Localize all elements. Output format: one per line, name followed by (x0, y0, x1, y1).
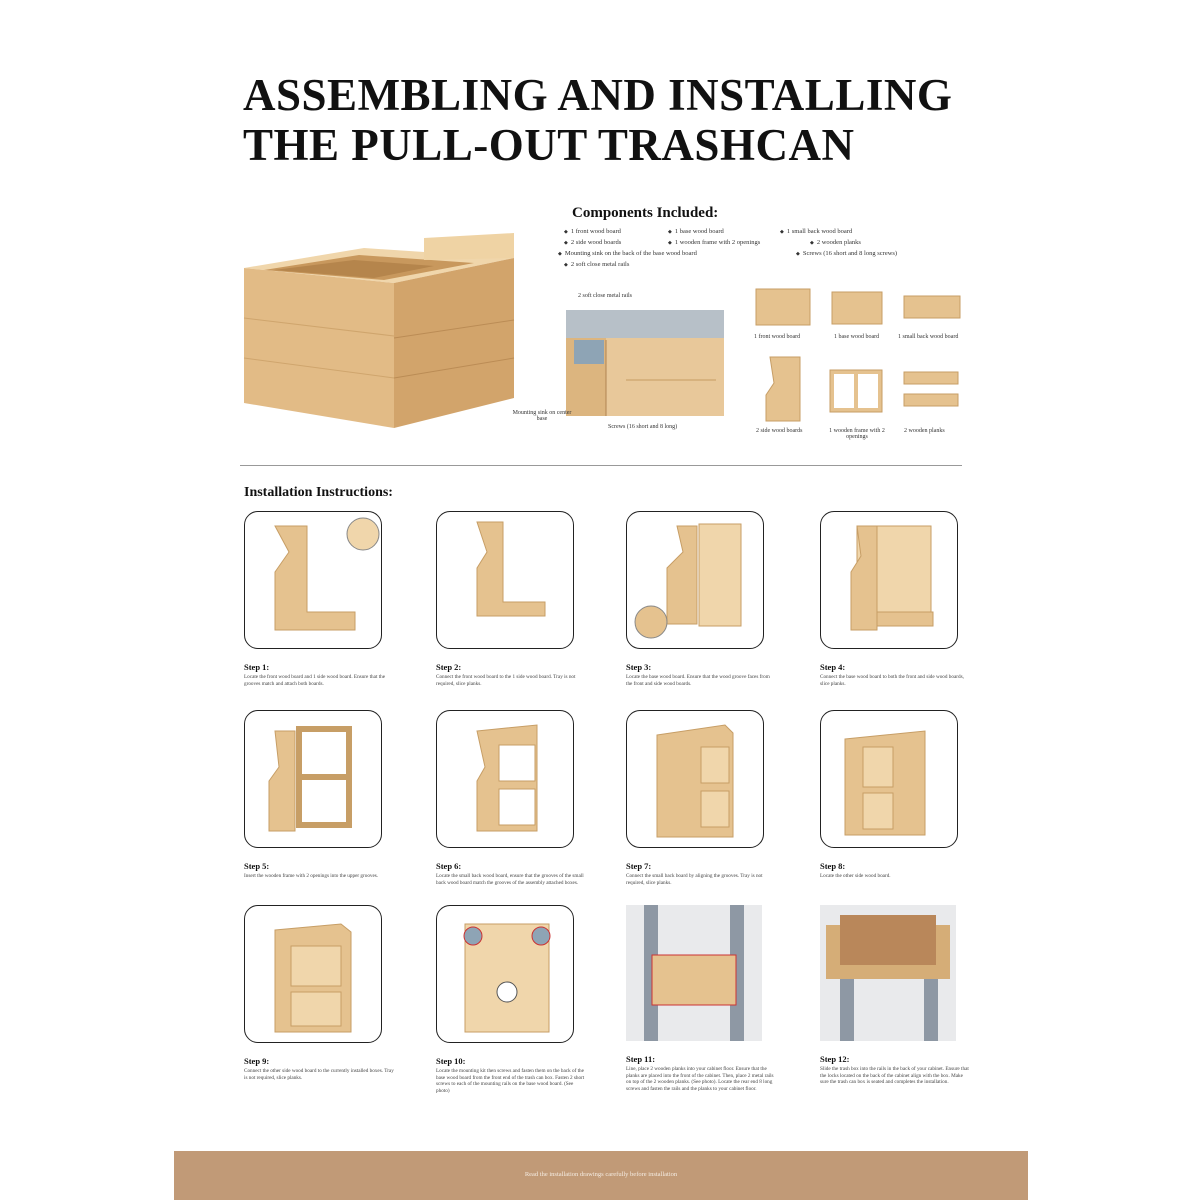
component-item: ◆ 1 base wood board (668, 226, 724, 238)
thumb-label: 2 side wood boards (756, 428, 803, 434)
component-item: ◆ 1 front wood board (564, 226, 621, 238)
step-6 (436, 710, 586, 886)
step-image (244, 511, 382, 649)
step-11 (626, 905, 776, 1092)
step-image (436, 511, 574, 649)
step-9 (244, 905, 394, 1081)
step-8 (820, 710, 970, 880)
step-label: Step 4: (820, 662, 846, 672)
thumb-front-board (752, 285, 814, 329)
step-image (820, 905, 956, 1041)
step-description: Locate the mounting kit then screws and fasten them on the back of the base wood board from the front end of the trash can box. Fasten 2 short screws to each of the mounting rails on the base wood board. (See photo) (436, 1068, 585, 1094)
footer-note: Read the installation drawings carefully before installation (524, 1171, 678, 1178)
thumb-back-board (902, 290, 962, 324)
step-image (626, 710, 764, 848)
step-description: Locate the base wood board. Ensure that the wood groove faces from the front and side wood boards. (626, 674, 770, 687)
thumb-side-boards (760, 355, 810, 423)
step-image (436, 905, 574, 1043)
step-image (820, 511, 958, 649)
step-description: Line, place 2 wooden planks into your cabinet floor. Ensure that the planks are placed into the front of the cabinet. Then, place 2 metal rails on top of the 2 wooden planks. (See photo). Locate the rear end 8 long screws and fasten the rails and the planks to your cabinet floor. (626, 1066, 774, 1092)
step-image (820, 710, 958, 848)
thumb-label: 1 small back wood board (898, 334, 959, 340)
step-label: Step 12: (820, 1054, 850, 1064)
step-image (626, 511, 764, 649)
footer-bar (174, 1151, 1028, 1200)
step-description: Locate the small back wood board, ensure that the grooves of the small back wood board match the grooves of the assembly attached boxes. (436, 873, 584, 886)
step-label: Step 7: (626, 861, 652, 871)
step-description: Locate the other side wood board. (820, 873, 891, 879)
step-2 (436, 511, 586, 687)
step-10 (436, 905, 586, 1094)
step-description: Slide the trash box into the rails in the back of your cabinet. Ensure that the locks located on the back of the cabinet align with the box. Make sure the trash can box is seated and completes the installation. (820, 1066, 969, 1085)
callout-rails: 2 soft close metal rails (578, 293, 632, 299)
section-divider (240, 465, 962, 466)
component-item: ◆ 1 small back wood board (780, 226, 852, 238)
step-label: Step 9: (244, 1056, 270, 1066)
hero-trashcan-illustration (234, 228, 524, 448)
thumb-label: 1 wooden frame with 2 openings (829, 428, 885, 440)
step-label: Step 10: (436, 1056, 466, 1066)
step-7 (626, 710, 776, 886)
thumb-label: 2 wooden planks (904, 428, 945, 434)
rails-assembly-photo (566, 310, 724, 416)
component-item: ◆ 2 soft close metal rails (564, 259, 629, 271)
step-image (244, 905, 382, 1043)
components-list (558, 226, 978, 286)
component-item: ◆ 2 side wood boards (564, 237, 621, 249)
components-section (558, 205, 978, 286)
step-label: Step 8: (820, 861, 846, 871)
step-label: Step 1: (244, 662, 270, 672)
thumb-planks (902, 368, 960, 412)
callout-screws: Screws (16 short and 8 long) (608, 424, 678, 430)
step-description: Connect the small back board by aligning the grooves. Tray is not required, slice planks. (626, 873, 763, 886)
step-1 (244, 511, 394, 687)
step-description: Connect the front wood board to the 1 side wood board. Tray is not required, slice planks. (436, 674, 576, 687)
component-item: ◆ 1 wooden frame with 2 openings (668, 237, 760, 249)
step-12 (820, 905, 970, 1086)
component-item: ◆ 2 wooden planks (810, 237, 861, 249)
step-description: Connect the base wood board to both the front and side wood boards, slice planks. (820, 674, 964, 687)
callout-mounting: Mounting sink on center base (512, 410, 572, 422)
title-line-1: ASSEMBLING AND INSTALLING (243, 70, 953, 120)
thumb-base-board (830, 288, 885, 328)
step-image (626, 905, 762, 1041)
thumb-label: 1 base wood board (834, 334, 880, 340)
step-label: Step 5: (244, 861, 270, 871)
step-label: Step 2: (436, 662, 462, 672)
step-description: Locate the front wood board and 1 side wood board. Ensure that the grooves match and attach both boards. (244, 674, 386, 687)
step-5 (244, 710, 394, 880)
step-4 (820, 511, 970, 687)
thumb-frame (828, 368, 884, 414)
components-heading: Components Included: (572, 205, 719, 221)
step-description: Connect the other side wood board to the currently installed boxes. Tray is not required, slice planks. (244, 1068, 394, 1081)
step-3 (626, 511, 776, 687)
thumb-label: 1 front wood board (754, 334, 801, 340)
step-description: Insert the wooden frame with 2 openings into the upper grooves. (244, 873, 379, 879)
instructions-heading: Installation Instructions: (244, 485, 393, 500)
title-line-2: THE PULL-OUT TRASHCAN (243, 120, 855, 170)
component-item: ◆ Mounting sink on the back of the base wood board (558, 248, 697, 260)
component-item: ◆ Screws (16 short and 8 long screws) (796, 248, 897, 260)
page-title (243, 70, 952, 170)
step-label: Step 11: (626, 1054, 656, 1064)
step-image (244, 710, 382, 848)
step-label: Step 3: (626, 662, 652, 672)
step-image (436, 710, 574, 848)
step-label: Step 6: (436, 861, 462, 871)
